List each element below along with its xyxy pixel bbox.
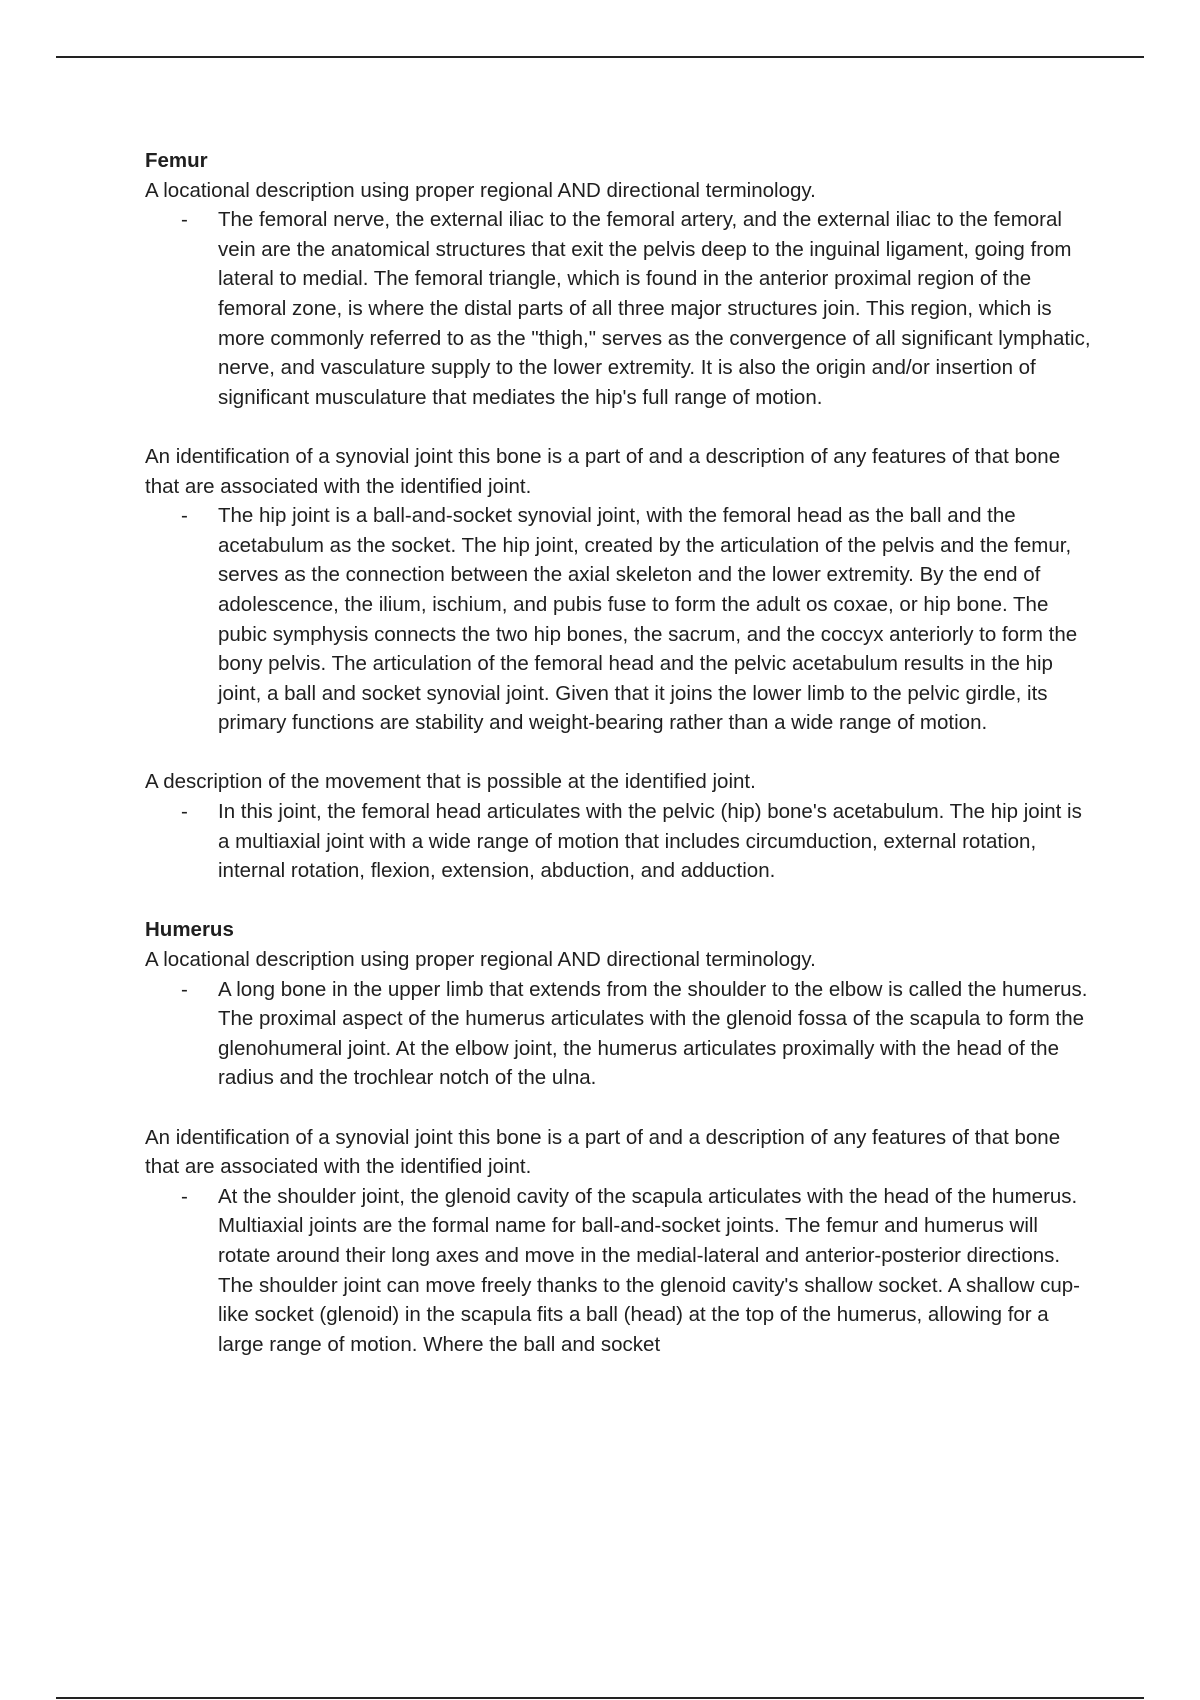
- answer-bullet: [145, 501, 1095, 738]
- answer-bullet: [145, 205, 1095, 412]
- answer-bullet: [145, 1182, 1095, 1360]
- document-body: [145, 146, 1095, 1359]
- footer-rule: [56, 1697, 1144, 1699]
- section-femur: [145, 146, 1095, 886]
- answer-text: At the shoulder joint, the glenoid cavity of the scapula articulates with the head of the humerus. Multiaxial joints are the formal name for ball-and-socket joints. The femur and humerus will rotate around their long axes and move in the medial-lateral and anterior-posterior directions. The shoulder joint can move freely thanks to the glenoid cavity's shallow socket. A shallow cup-like socket (glenoid) in the scapula fits a ball (head) at the top of the humerus, allowing for a large range of motion. Where the ball and socket: [218, 1184, 1080, 1356]
- bullet-dash: -: [181, 208, 188, 232]
- bullet-dash: -: [181, 504, 188, 528]
- question-prompt: A locational description using proper regional AND directional terminology.: [145, 948, 816, 972]
- answer-text: In this joint, the femoral head articulates with the pelvic (hip) bone's acetabulum. The hip joint is a multiaxial joint with a wide range of motion that includes circumduction, external rotation, internal rotation, flexion, extension, abduction, and adduction.: [218, 800, 1082, 883]
- question-prompt: A description of the movement that is possible at the identified joint.: [145, 770, 756, 794]
- answer-text: A long bone in the upper limb that extends from the shoulder to the elbow is called the humerus. The proximal aspect of the humerus articulates with the glenoid fossa of the scapula to form the glenohumeral joint. At the elbow joint, the humerus articulates proximally with the head of the radius and the trochlear notch of the ulna.: [218, 977, 1088, 1090]
- question-prompt: A locational description using proper regional AND directional terminology.: [145, 178, 816, 202]
- question-prompt: An identification of a synovial joint this bone is a part of and a description of any features of that bone that are associated with the identified joint.: [145, 444, 1061, 498]
- section-heading: Femur: [145, 149, 208, 172]
- bullet-dash: -: [181, 800, 188, 824]
- header-rule: [56, 56, 1144, 58]
- section-heading: Humerus: [145, 918, 234, 942]
- answer-bullet: [145, 975, 1095, 1093]
- answer-text: The hip joint is a ball-and-socket synovial joint, with the femoral head as the ball and the acetabulum as the socket. The hip joint, created by the articulation of the pelvis and the femur, serves as the connection between the axial skeleton and the lower extremity. By the end of adolescence, the ilium, ischium, and pubis fuse to form the adult os coxae, or hip bone. The pubic symphysis connects the two hip bones, the sacrum, and the coccyx anteriorly to form the bony pelvis. The articulation of the femoral head and the pelvic acetabulum results in the hip joint, a ball and socket synovial joint. Given that it joins the lower limb to the pelvic girdle, its primary functions are stability and weight-bearing rather than a wide range of motion.: [218, 504, 1078, 735]
- bullet-dash: -: [181, 1184, 188, 1208]
- answer-bullet: [145, 797, 1095, 886]
- section-humerus: [145, 915, 1095, 1359]
- question-prompt: An identification of a synovial joint this bone is a part of and a description of any features of that bone that are associated with the identified joint.: [145, 1125, 1061, 1179]
- bullet-dash: -: [181, 977, 188, 1001]
- answer-text: The femoral nerve, the external iliac to the femoral artery, and the external iliac to the femoral vein are the anatomical structures that exit the pelvis deep to the inguinal ligament, going from lateral to medial. The femoral triangle, which is found in the anterior proximal region of the femoral zone, is where the distal parts of all three major structures join. This region, which is more commonly referred to as the "thigh," serves as the convergence of all significant lymphatic, nerve, and vasculature supply to the lower extremity. It is also the origin and/or insertion of significant musculature that mediates the hip's full range of motion.: [218, 208, 1091, 409]
